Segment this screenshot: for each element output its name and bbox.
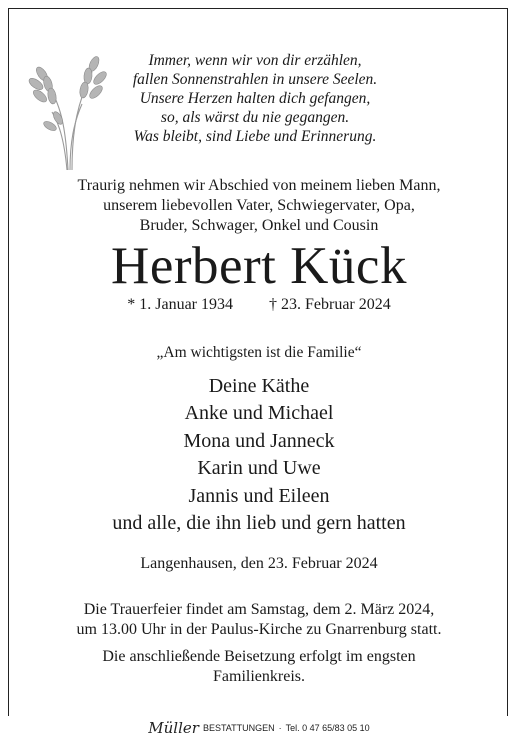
family-member: Anke und Michael	[184, 402, 334, 425]
service-line: um 13.00 Uhr in der Paulus-Kirche zu Gnarrenburg statt.	[76, 621, 442, 638]
intro-line: unserem liebevollen Vater, Schwiegervater, Opa,	[103, 197, 415, 214]
poem-line: Unsere Herzen halten dich gefangen,	[139, 90, 371, 107]
service-info	[0, 600, 518, 640]
funeral-home-logo: Müller	[148, 719, 199, 737]
burial-line: Die anschließende Beisetzung erfolgt im engsten	[102, 648, 416, 665]
intro-text	[10, 176, 508, 236]
quote: „Am wichtigsten ist die Familie“	[156, 344, 362, 361]
wheat-ears-icon	[22, 22, 112, 172]
service-line: Die Trauerfeier findet am Samstag, dem 2. März 2024,	[83, 601, 435, 618]
poem	[105, 51, 405, 146]
burial-line: Familienkreis.	[213, 668, 305, 685]
footer	[0, 716, 518, 740]
company-name: BESTATTUNGEN	[202, 723, 275, 733]
family-member: Mona und Janneck	[183, 429, 335, 452]
family-member: Karin und Uwe	[197, 457, 321, 480]
deceased-name: Herbert Kück	[111, 237, 407, 295]
intro-line: Traurig nehmen wir Abschied von meinem lieben Mann,	[77, 177, 441, 194]
death-date: † 23. Februar 2024	[269, 296, 391, 313]
phone-number: Tel. 0 47 65/83 05 10	[285, 723, 370, 733]
poem-line: so, als wärst du nie gegangen.	[160, 109, 350, 126]
footer-separator: ·	[278, 723, 282, 733]
poem-line: Immer, wenn wir von dir erzählen,	[148, 52, 362, 69]
family-member: und alle, die ihn lieb und gern hatten	[112, 512, 406, 535]
family-member: Jannis und Eileen	[188, 484, 330, 507]
birth-date: * 1. Januar 1934	[127, 296, 233, 313]
place-date: Langenhausen, den 23. Februar 2024	[140, 555, 378, 572]
footer-imprint	[142, 719, 375, 737]
family-list	[0, 373, 518, 537]
poem-line: Was bleibt, sind Liebe und Erinnerung.	[133, 128, 377, 145]
intro-line: Bruder, Schwager, Onkel und Cousin	[139, 217, 379, 234]
life-dates	[0, 296, 518, 314]
burial-info	[0, 647, 518, 687]
family-member: Deine Käthe	[208, 375, 310, 397]
poem-line: fallen Sonnenstrahlen in unsere Seelen.	[132, 71, 378, 88]
